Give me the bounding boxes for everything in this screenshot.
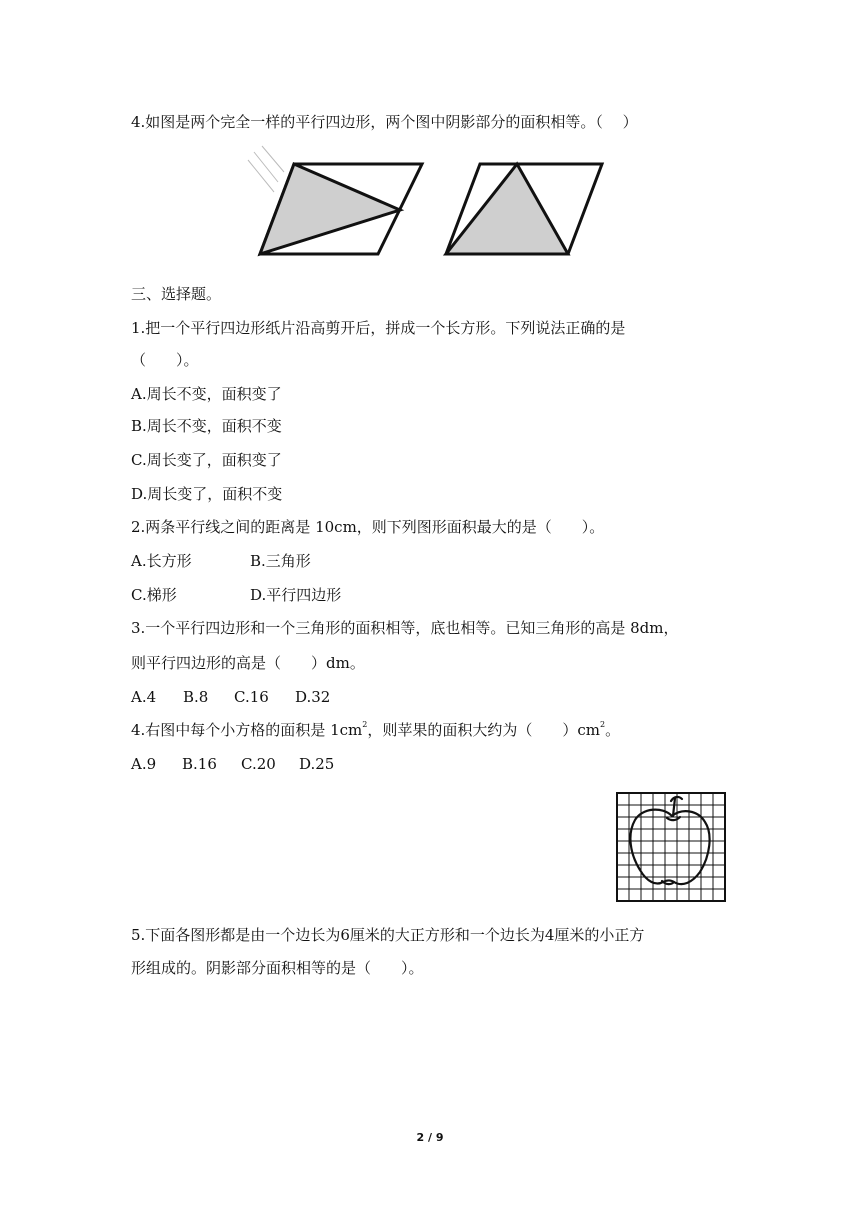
choice-question-4-stem-mid: ，则苹果的面积大约为（ ）cm	[367, 721, 600, 739]
choice-question-2-stem: 2.两条平行线之间的距离是 10cm，则下列图形面积最大的是（ ）。	[131, 518, 605, 536]
choice-question-2-option-b: B.三角形	[250, 552, 311, 570]
choice-question-3-option-c: C.16	[234, 688, 269, 706]
judge-question-4: 4.如图是两个完全一样的平行四边形，两个图中阴影部分的面积相等。（ ）	[131, 113, 638, 131]
right-parallelogram-figure	[446, 164, 602, 254]
choice-question-5-stem-cont: 形组成的。阴影部分面积相等的是（ ）。	[131, 959, 424, 977]
apple-grid-figure	[616, 792, 728, 902]
choice-question-2-option-c: C.梯形	[131, 586, 177, 604]
choice-question-2-option-d: D.平行四边形	[250, 586, 342, 604]
choice-question-5-stem: 5.下面各图形都是由一个边长为6厘米的大正方形和一个边长为4厘米的小正方	[131, 926, 645, 944]
choice-question-4-option-a: A.9	[131, 755, 157, 773]
parallelogram-figures	[234, 142, 624, 260]
choice-question-1-stem: 1.把一个平行四边形纸片沿高剪开后，拼成一个长方形。下列说法正确的是	[131, 319, 626, 337]
choice-question-2-option-a: A.长方形	[131, 552, 192, 570]
unit-superscript: 2	[362, 720, 368, 729]
choice-question-1-option-b: B.周长不变，面积不变	[131, 417, 282, 435]
choice-question-3-option-b: B.8	[183, 688, 209, 706]
choice-question-3-option-a: A.4	[131, 688, 157, 706]
page-number: 2 / 9	[416, 1131, 444, 1144]
choice-question-3-stem-cont: 则平行四边形的高是（ ）dm。	[131, 654, 365, 672]
choice-question-4-stem-pre: 4.右图中每个小方格的面积是 1cm	[131, 721, 363, 739]
choice-question-4-option-d: D.25	[299, 755, 335, 773]
left-parallelogram-figure	[248, 146, 422, 254]
choice-question-3-option-d: D.32	[295, 688, 331, 706]
section-title: 三、选择题。	[131, 285, 222, 303]
choice-question-1-option-a: A.周长不变，面积变了	[131, 385, 282, 403]
choice-question-1-stem-cont: （ ）。	[131, 351, 199, 369]
choice-question-1-option-d: D.周长变了，面积不变	[131, 485, 283, 503]
choice-question-4-option-b: B.16	[182, 755, 217, 773]
choice-question-4-stem-post: 。	[605, 721, 621, 739]
choice-question-1-option-c: C.周长变了，面积变了	[131, 451, 282, 469]
choice-question-4-option-c: C.20	[241, 755, 276, 773]
choice-question-3-stem: 3.一个平行四边形和一个三角形的面积相等，底也相等。已知三角形的高是 8dm，	[131, 619, 679, 637]
choice-question-4-stem	[131, 720, 620, 740]
unit-superscript: 2	[599, 720, 606, 729]
